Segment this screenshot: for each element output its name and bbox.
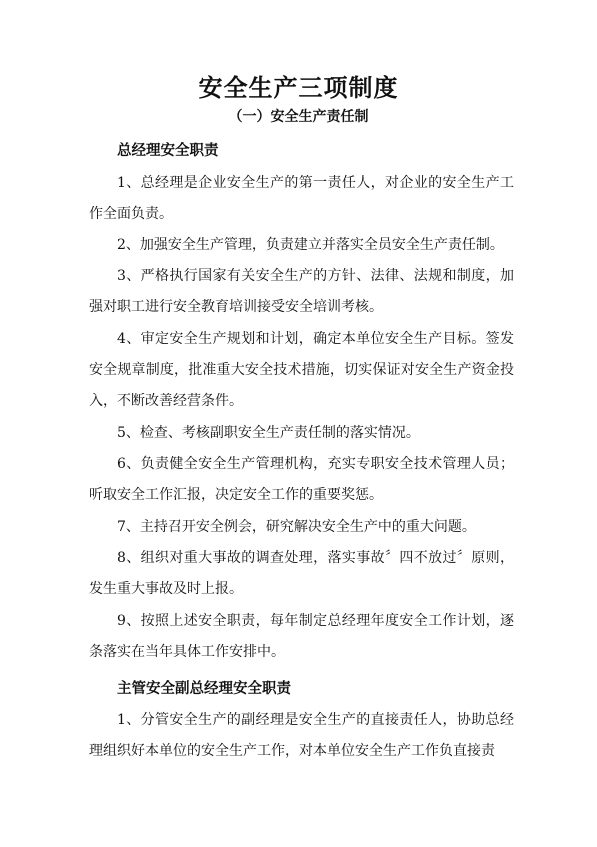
paragraph: 6、负责健全安全生产管理机构，充实专职安全技术管理人员；听取安全工作汇报，决定安全工作的重要奖惩。 <box>89 456 514 504</box>
paragraph: 3、严格执行国家有关安全生产的方针、法律、法规和制度，加强对职工进行安全教育培训接受安全培训考核。 <box>89 268 514 316</box>
document-title: 安全生产三项制度 <box>198 73 399 102</box>
paragraph: 1、总经理是企业安全生产的第一责任人，对企业的安全生产工作全面负责。 <box>89 175 514 223</box>
paragraph: 1、分管安全生产的副经理是安全生产的直接责任人，协助总经理组织好本单位的安全生产工作，对本单位安全生产工作负直接责 <box>89 712 514 760</box>
section-title: （一）安全生产责任制 <box>228 109 369 125</box>
heading-general-manager-duties: 总经理安全职责 <box>117 142 219 159</box>
paragraph: 4、审定安全生产规划和计划，确定本单位安全生产目标。签发安全规章制度，批准重大安全技术措施，切实保证对安全生产资金投入，不断改善经营条件。 <box>89 331 514 410</box>
paragraph: 5、检查、考核副职安全生产责任制的落实情况。 <box>117 425 420 441</box>
paragraph: 8、组织对重大事故的调查处理，落实事故〞四不放过〞原则，发生重大事故及时上报。 <box>89 550 514 598</box>
heading-deputy-manager-duties: 主管安全副总经理安全职责 <box>117 680 291 697</box>
paragraph: 9、按照上述安全职责，每年制定总经理年度安全工作计划，逐条落实在当年具体工作安排中。 <box>89 613 514 661</box>
paragraph: 2、加强安全生产管理，负责建立并落实全员安全生产责任制。 <box>117 237 504 253</box>
paragraph: 7、主持召开安全例会，研究解决安全生产中的重大问题。 <box>117 519 476 535</box>
